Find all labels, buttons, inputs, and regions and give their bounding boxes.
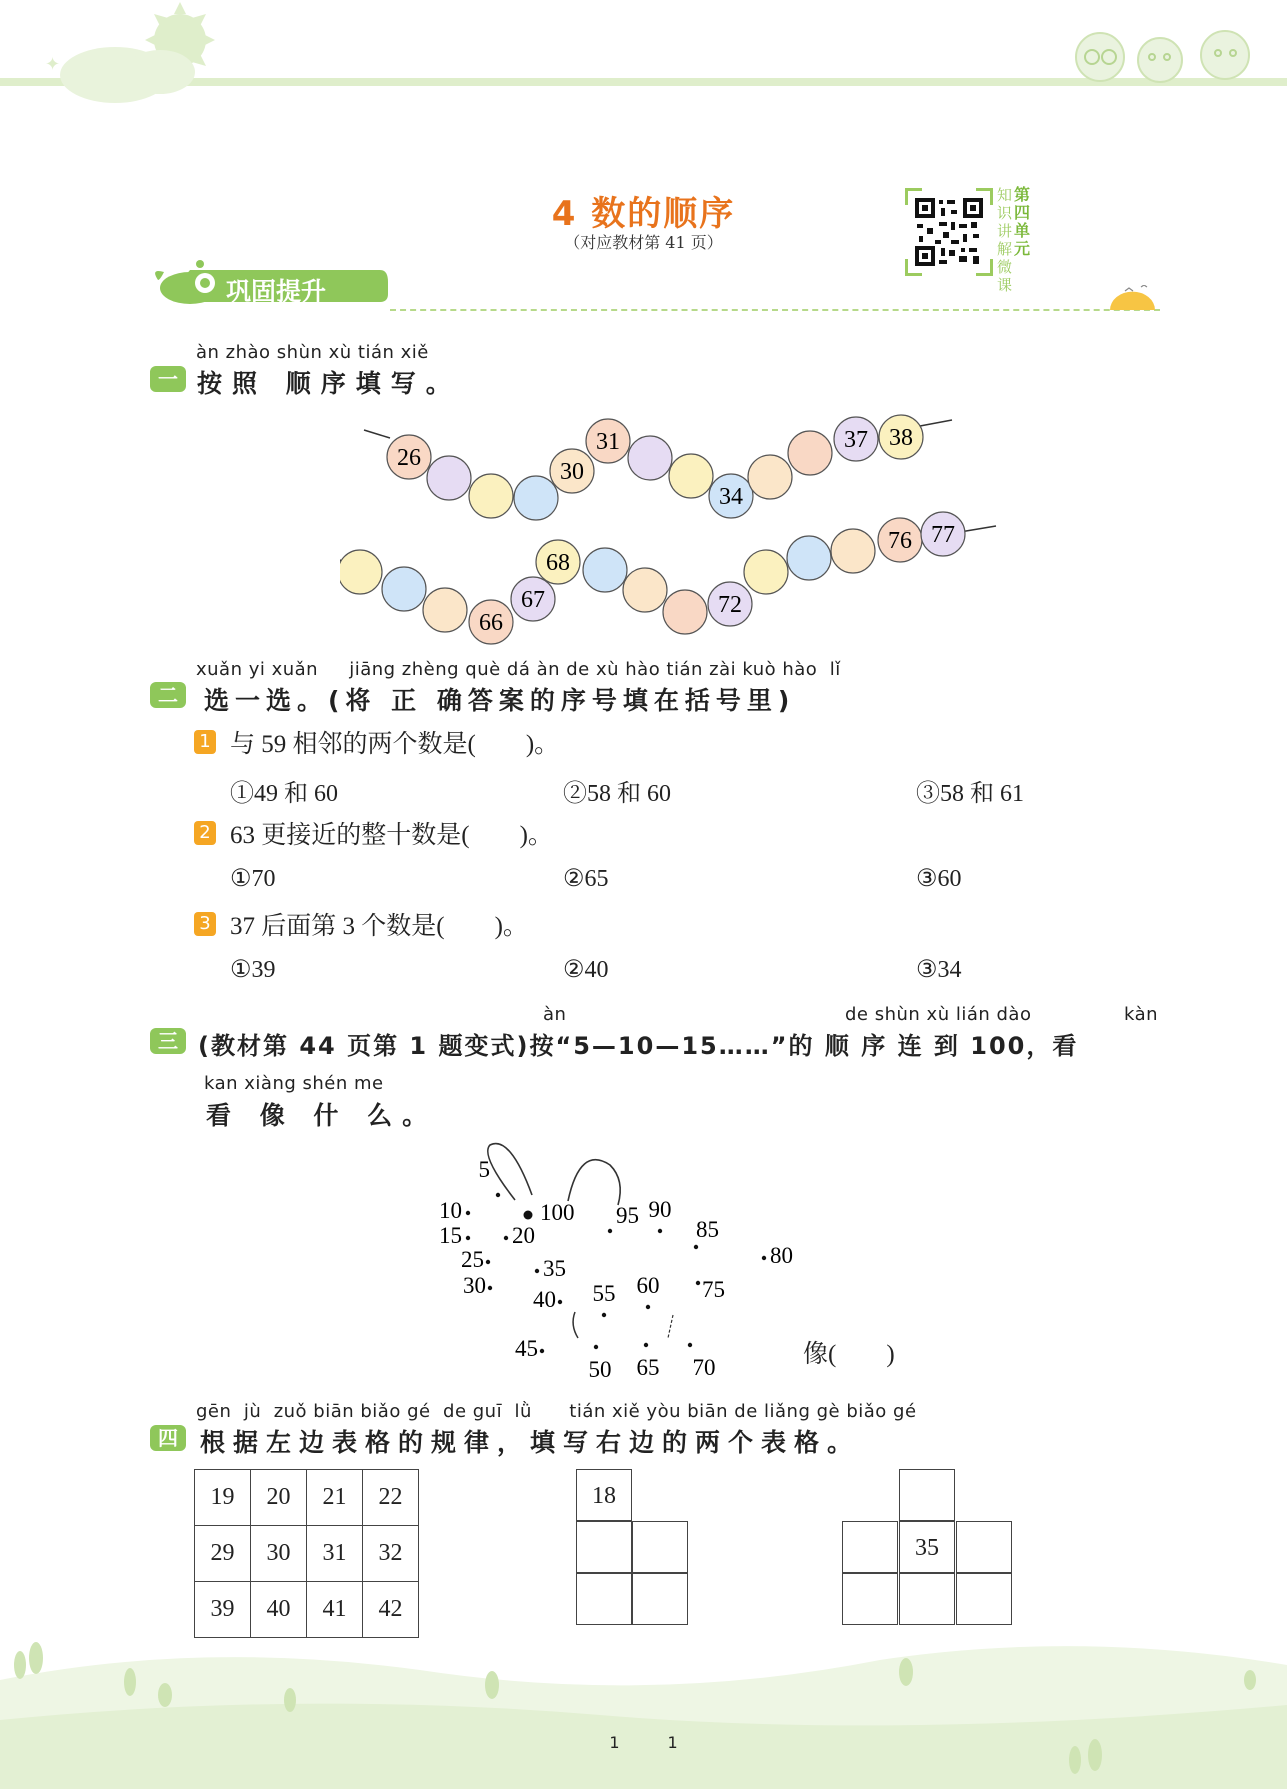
question-number-1: 1 [194,730,216,754]
dot-point [466,1211,470,1215]
dot-point [486,1260,490,1264]
dot-point [535,1269,539,1273]
table-cell: 30 [251,1526,307,1582]
question-number-2: 2 [194,821,216,845]
bead [423,588,467,632]
bead-label: 72 [718,592,742,618]
svg-text:✦: ✦ [45,54,61,75]
table-right-blank-cell[interactable] [956,1521,1012,1573]
question-number-3: 3 [194,912,216,936]
animal-faces-decoration [1055,15,1255,85]
bead [628,436,672,480]
dot-point [646,1305,650,1309]
dot-label: 5 [478,1157,490,1182]
bead-label: 67 [521,587,545,613]
dot-point [696,1281,700,1285]
q3-option-a: ①39 [230,957,276,983]
table-right-blank-cell[interactable] [899,1469,955,1521]
bead [831,529,875,573]
section3-line2: 看 像 什 么。 [206,1101,438,1130]
dot-label: 15 [439,1223,462,1248]
table-cell: 41 [307,1582,363,1638]
q1-option-c: ③58 和 61 [916,781,1024,807]
question-2-text: 63 更接近的整十数是( )。 [230,822,553,849]
sun-cloud-decoration [20,0,240,110]
dot-label: 30 [463,1273,486,1298]
dot-label: 25 [461,1247,484,1272]
bead [340,550,382,594]
section3-line1: (教材第 44 页第 1 题变式)按“5—10—15……”的 顺 序 连 到 100，看 [198,1032,1079,1060]
table-cell: 40 [251,1582,307,1638]
dot-label: 90 [648,1197,672,1222]
table-right-blank-cell[interactable] [842,1521,898,1573]
dot-point [466,1236,470,1240]
bead [669,454,713,498]
dot-label: 10 [439,1198,462,1223]
dot-point [524,1211,533,1220]
dot-point [762,1256,766,1260]
table-mid-blank-cell[interactable] [576,1521,632,1573]
q1-option-b: ②58 和 60 [563,781,671,807]
table-cell: 21 [307,1470,363,1526]
dot-point [644,1343,648,1347]
banner-title: 巩固提升 [226,277,327,306]
table-right-given-cell: 35 [899,1521,955,1573]
unit-number-label: 第四单元 [1014,185,1031,258]
q3-option-b: ②40 [563,957,609,983]
dot-point [688,1343,692,1347]
question-1-text: 与 59 相邻的两个数是( )。 [230,731,560,758]
section2-heading: 选一选。(将 正 确答案的序号填在括号里) [204,686,796,715]
micro-lesson-label: 知识讲解微课 [997,186,1013,294]
dot-label: 60 [636,1273,660,1298]
dot-point [602,1313,606,1317]
q1-option-a: ①49 和 60 [230,781,338,807]
sunset-icon [1105,285,1160,315]
section1-pinyin: àn zhào shùn xù tián xiě [196,342,429,363]
q2-option-c: ③60 [916,866,962,892]
bead [623,568,667,612]
bead [744,550,788,594]
dot-point [558,1300,562,1304]
page-subtitle: （对应教材第 41 页） [564,233,723,252]
section-badge-2: 二 [150,682,186,708]
dot-label: 75 [702,1277,725,1302]
dot-point [540,1349,544,1353]
bead-label: 77 [931,522,955,548]
q3-option-c: ③34 [916,957,962,983]
bead-chains [340,400,1000,650]
bead-label: 66 [479,610,503,636]
section1-heading: 按照 顺序填写。 [197,369,461,398]
bead-label: 38 [889,425,913,451]
section3-pinyin-b: de shùn xù lián dào [845,1004,1032,1025]
bead [748,455,792,499]
section4-pinyin: gēn jù zuǒ biān biǎo gé de guī lǜ tián xiě yòu biān de liǎng gè biǎo gé [196,1401,917,1422]
q2-option-b: ②65 [563,866,609,892]
dot-point [694,1245,698,1249]
section2-pinyin: xuǎn yi xuǎn jiāng zhèng què dá àn de xù hào tián zài kuò hào lǐ [196,659,841,680]
table-cell: 32 [363,1526,419,1582]
dot-point [608,1229,612,1233]
dot-point [504,1236,508,1240]
picture-answer-blank: 像( ) [803,1341,895,1368]
bead [427,456,471,500]
table-cell: 39 [195,1582,251,1638]
dot-label: 65 [636,1355,660,1380]
question-3-text: 37 后面第 3 个数是( )。 [230,913,528,940]
bead [514,476,558,520]
section-badge-4: 四 [150,1425,186,1451]
dot-point [496,1193,500,1197]
bead-label: 76 [888,528,912,554]
table-mid-given-cell: 18 [576,1469,632,1521]
dot-label: 45 [515,1336,538,1361]
dot-label: 20 [512,1223,535,1248]
bead-label: 31 [596,429,620,455]
dot-label: 85 [696,1217,719,1242]
section-badge-1: 一 [150,366,186,392]
section3-pinyin2: kan xiàng shén me [204,1073,384,1094]
bead [787,536,831,580]
bead-label: 68 [546,550,570,576]
section3-pinyin-c: kàn [1124,1004,1159,1025]
table-mid-blank-cell[interactable] [632,1521,688,1573]
table-cell: 42 [363,1582,419,1638]
hills-footer-decoration [0,1610,1287,1789]
table-cell: 19 [195,1470,251,1526]
dot-label: 95 [616,1203,639,1228]
banner-divider [390,309,1160,311]
bead-label: 34 [719,484,743,510]
table-cell: 31 [307,1526,363,1582]
dot-label: 50 [588,1357,612,1382]
page-number: 1 1 [609,1733,678,1752]
dot-label: 40 [533,1287,556,1312]
bead [788,431,832,475]
bead-label: 26 [397,445,421,471]
dot-label: 55 [592,1281,616,1306]
dot-point [488,1286,492,1290]
dot-point [594,1345,598,1349]
bead-label: 37 [844,427,868,453]
bead [583,548,627,592]
bead [382,567,426,611]
dot-label: 80 [770,1243,793,1268]
qr-pattern-icon [915,198,983,266]
dot-label: 35 [543,1256,566,1281]
table-cell: 22 [363,1470,419,1526]
dot-label: 100 [540,1200,575,1225]
q2-option-a: ①70 [230,866,276,892]
qr-code[interactable] [915,198,983,266]
page-title: 4 数的顺序 [551,194,736,234]
bead-label: 30 [560,459,584,485]
bead [469,474,513,518]
section4-heading: 根据左边表格的规律，填写右边的两个表格。 [200,1428,861,1457]
dot-label: 70 [692,1355,716,1380]
table-cell: 20 [251,1470,307,1526]
section3-pinyin-a: àn [543,1004,567,1025]
table-cell: 29 [195,1526,251,1582]
bead [663,590,707,634]
dot-point [658,1229,662,1233]
section-badge-3: 三 [150,1028,186,1054]
